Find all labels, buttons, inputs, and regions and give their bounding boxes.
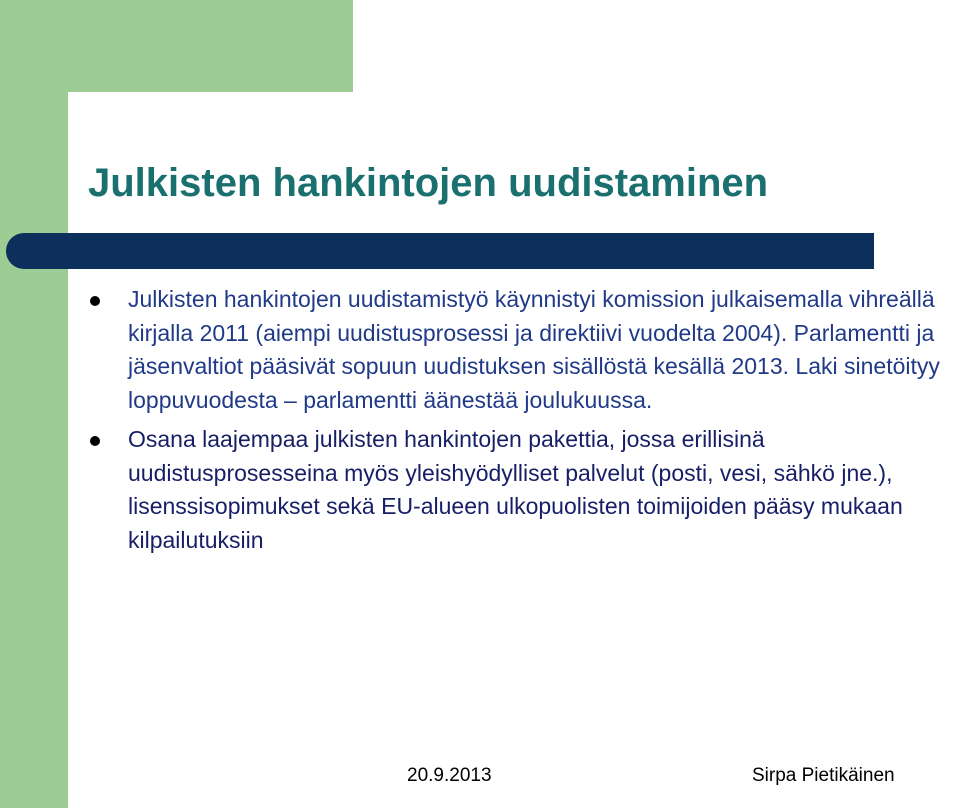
bullet-item-1 <box>88 283 960 417</box>
green-sidebar-background <box>0 0 68 808</box>
bullet-dot-icon <box>90 436 100 446</box>
bullet-text-1: Julkisten hankintojen uudistamistyö käynnistyi komission julkaisemalla vihreällä kirjalla 2011 (aiempi uudistusprosessi ja direktiivi vuodelta 2004). Parlamentti ja jäsenvaltiot pääsivät sopuun uudistuksen sisällöstä kesällä 2013. Laki sinetöityy loppuvuodesta – parlamentti äänestää joulukuussa. <box>128 286 940 413</box>
footer-author: Sirpa Pietikäinen <box>752 765 895 786</box>
green-top-background <box>0 0 353 92</box>
bullet-text-2: Osana laajempaa julkisten hankintojen pakettia, jossa erillisinä uudistusprosesseina myös yleishyödylliset palvelut (posti, vesi, sähkö jne.), lisenssisopimukset sekä EU-alueen ulkopuolisten toimijoiden pääsy mukaan kilpailutuksiin <box>128 426 903 553</box>
title-underline-bar <box>6 233 874 269</box>
bullet-item-2 <box>88 423 960 557</box>
slide-title: Julkisten hankintojen uudistaminen <box>88 161 769 205</box>
bullet-list <box>88 283 960 563</box>
bullet-dot-icon <box>90 296 100 306</box>
footer-date: 20.9.2013 <box>407 765 492 786</box>
